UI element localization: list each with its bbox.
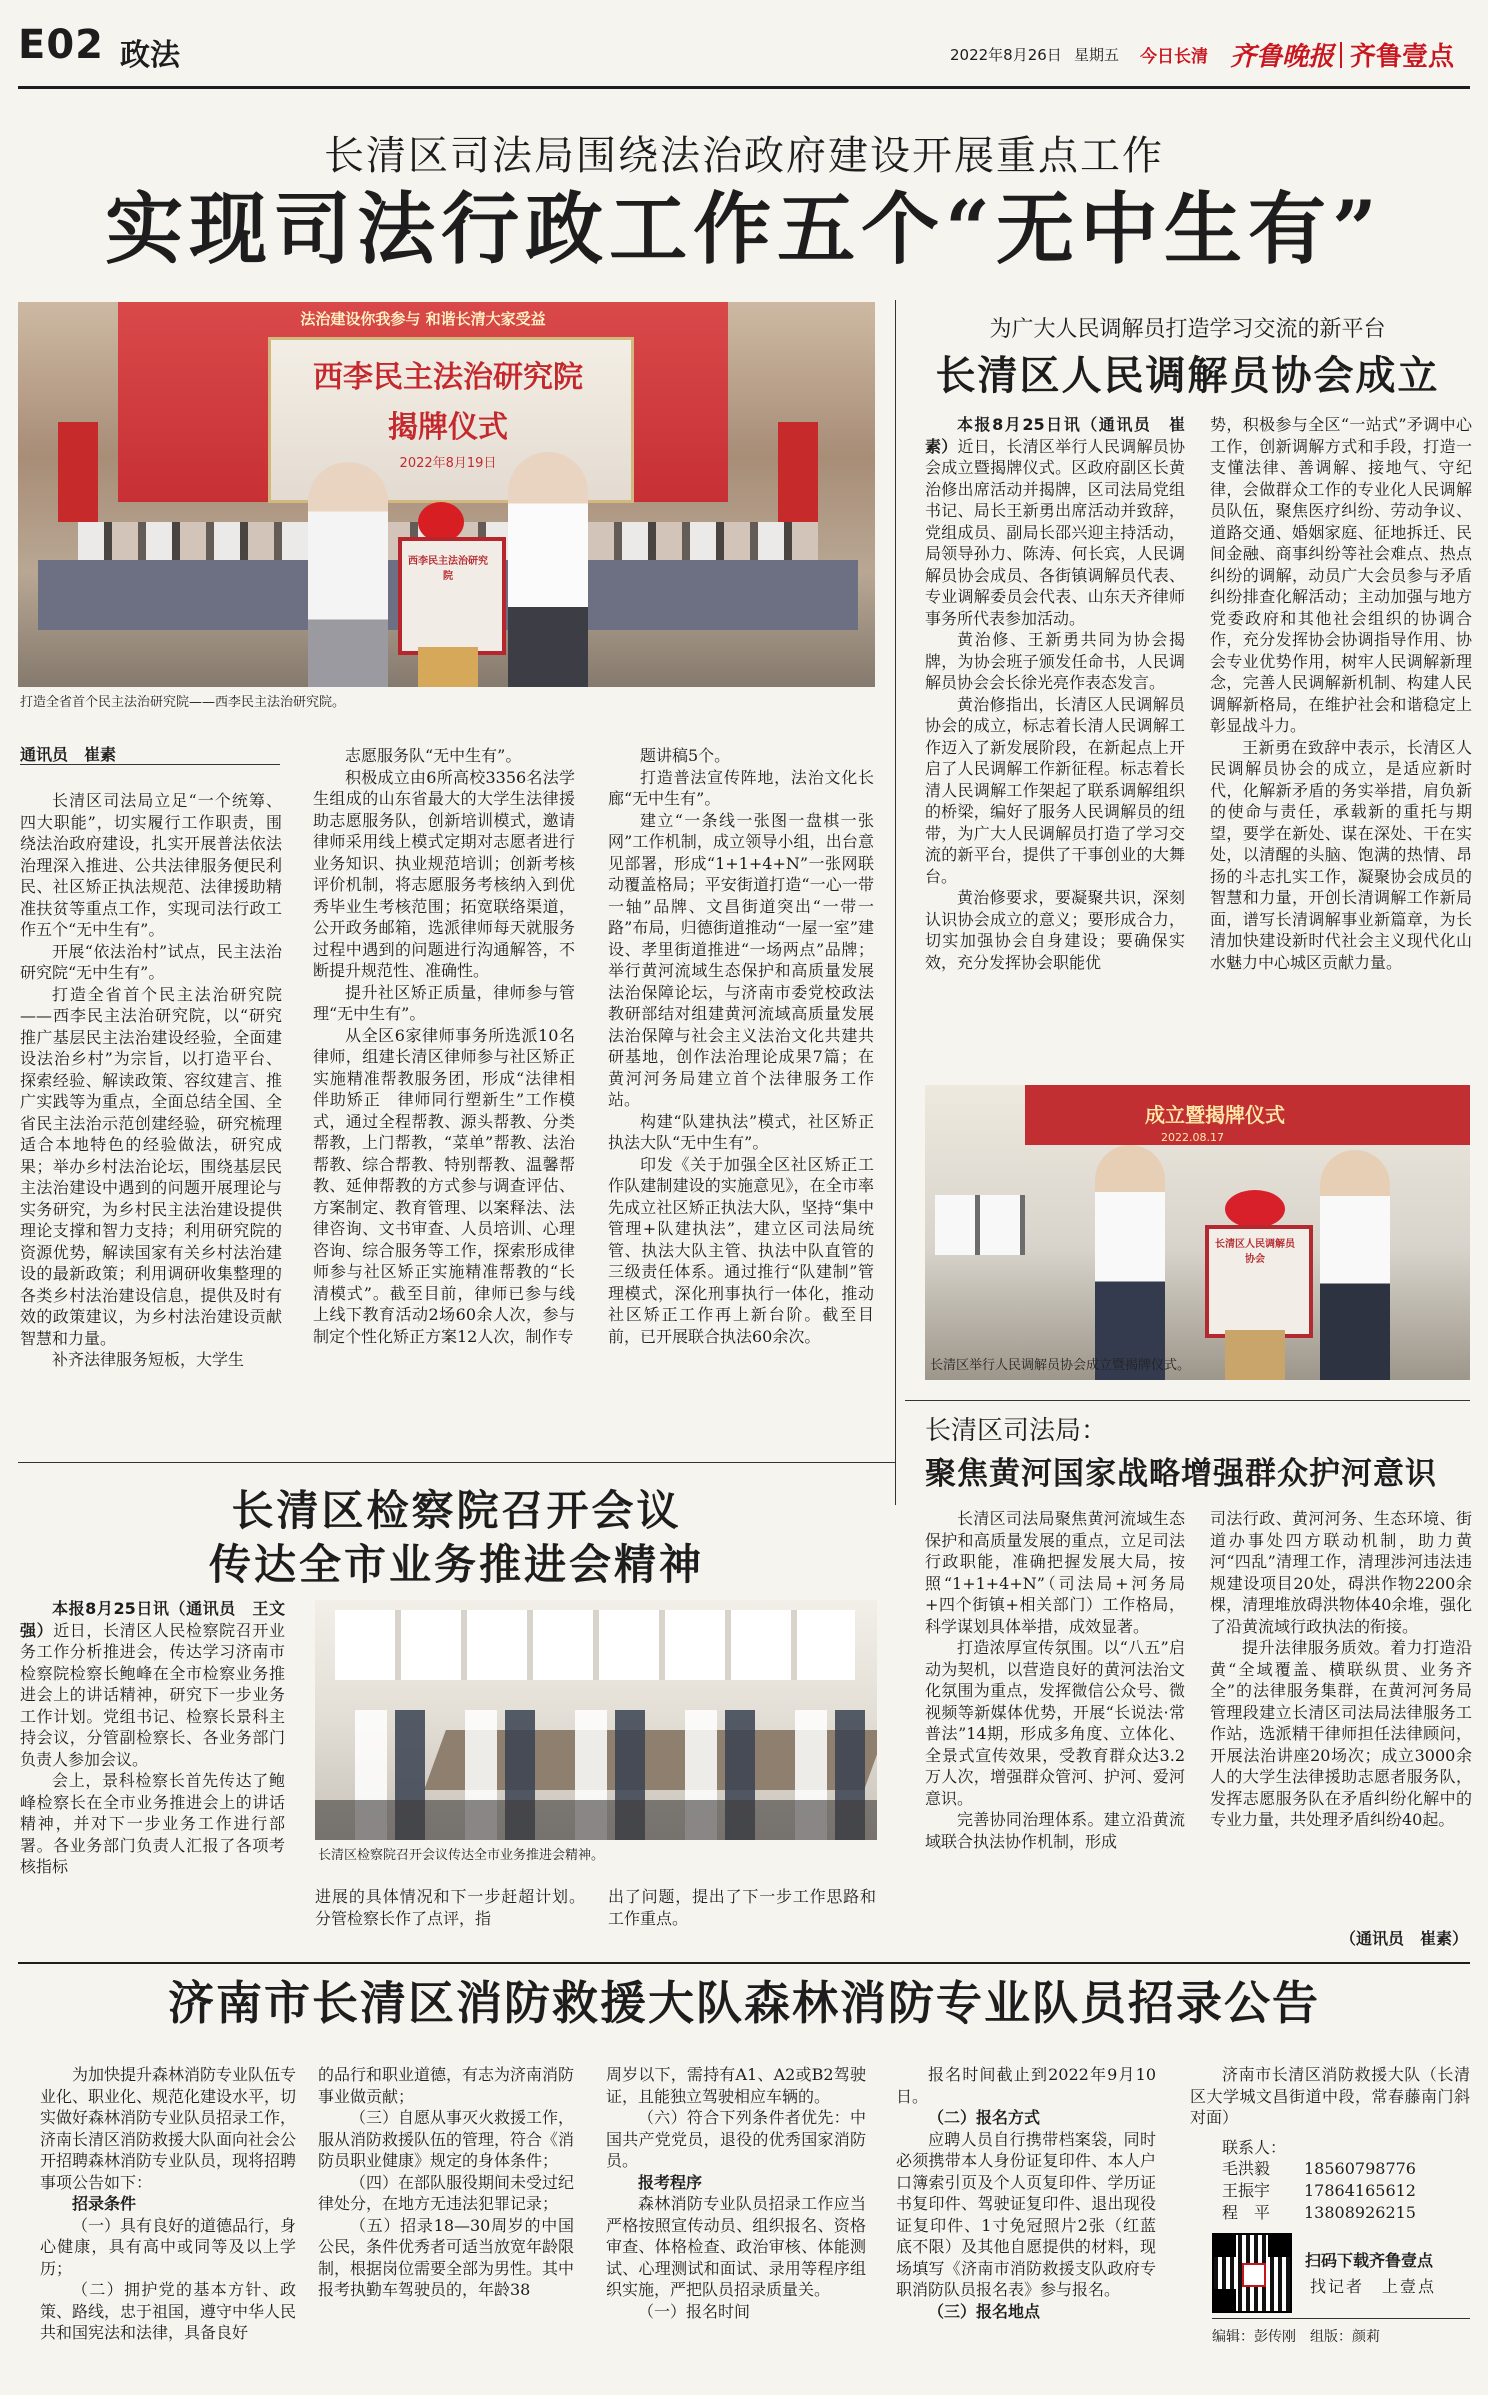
section-rule-left xyxy=(18,1462,895,1463)
banner-date: 2022年8月19日 xyxy=(399,456,497,471)
paragraph: 周岁以下，需持有A1、A2或B2驾驶证，且能独立驾驶相应车辆的。 xyxy=(606,2065,866,2106)
mediator-column-1 xyxy=(925,414,1185,1070)
page-number: E02 xyxy=(18,22,104,68)
lead-column-3 xyxy=(608,745,874,1440)
lead-column-2 xyxy=(313,745,575,1440)
paragraph: 开展“依法治村”试点，民主法治研究院“无中生有”。 xyxy=(20,941,282,982)
procuratorate-col3-text: 出了问题，提出了下一步工作思路和工作重点。 xyxy=(608,1887,876,1928)
issue-weekday: 星期五 xyxy=(1074,46,1120,64)
paragraph: 黄治修指出，长清区人民调解员协会的成立，标志着长清人民调解工作迈入了新发展阶段，在新起点上开启了人民调解工作新征程。标志着长清人民调解工作架起了联系调解组织的桥梁，编好了服务人民调解员的纽带，为广大人民调解员打造了学习交流的新平台，提供了干事创业的大舞台。 xyxy=(925,694,1185,886)
paragraph: 打造全省首个民主法治研究院——西李民主法治研究院，以“研究推广基层民主法治建设经验，全面建设法治乡村”为宗旨，以打造平台、探索经验、解读政策、容纹建言、推广实践等为重点，全面总结全国、全省民主法治示范创建经验，研究梳理适合本地特色的经验做法，研究成果；举办乡村法治论坛，围绕基层民主法治建设中遇到的问题开展理论与实务研究，为乡村民主法治建设提供理论支撑和智力支持；利用研究院的资源优势，解读国家有关乡村法治建设的最新政策；利用调研收集整理的各类乡村法治建设信息，提供及时有效的政策建议，为乡村法治建设贡献智慧和力量。 xyxy=(20,984,282,1348)
paragraph: （一）具有良好的道德品行，身心健康，具有高中或同等及以上学历； xyxy=(40,2215,296,2278)
river-signoff: （通讯员 崔素） xyxy=(1340,1929,1469,1948)
paragraph xyxy=(20,1598,285,1770)
mediator-column-2 xyxy=(1210,414,1472,1070)
qr-subtitle: 找记者 上壹点 xyxy=(1310,2277,1437,2296)
procuratorate-col2-text: 进展的具体情况和下一步赶超计划。分管检察长作了点评，指 xyxy=(315,1887,585,1928)
notice-column-3 xyxy=(606,2064,866,2392)
procuratorate-headline-1: 长清区检察院召开会议 xyxy=(231,1486,682,1535)
paragraph: 印发《关于加强全区社区矫正工作队建制建设的实施意见》，在全市率先成立社区矫正执法大队，坚持“集中管理+队建执法”，建立区司法局统管、执法大队主管、执法中队直管的三级责任体系。通过推行“队建制”管理模式，深化刑事执行一体化，推动社区矫正工作再上新台阶。截至目前，已开展联合执法60余次。 xyxy=(608,1154,874,1346)
notice-rule xyxy=(18,1962,1470,1964)
section-rule-right xyxy=(905,1400,1470,1401)
paragraph: （三）自愿从事灭火救援工作，服从消防救援队伍的管理，符合《消防员职业健康》规定的身体条件； xyxy=(318,2108,574,2170)
mediator-plaque-text: 长清区人民调解员协会 xyxy=(1215,1239,1295,1265)
paragraph: 打造普法宣传阵地，法治文化长廊“无中生有”。 xyxy=(608,767,874,808)
paragraph: 长清区司法局聚焦黄河流域生态保护和高质量发展的重点，立足司法行政职能，准确把握发展大局，按照“1+1+4+N”（司法局+河务局+四个街镇+相关部门）工作格局，科学谋划具体举措，成效显著。 xyxy=(925,1509,1185,1636)
paragraph: 积极成立由6所高校3356名法学生组成的山东省最大的大学生法律援助志愿服务队，创新培训模式，邀请律师采用线上模式定期对志愿者进行业务知识、执业规范培训；创新考核评价机制，将志愿服务考核纳入到优秀毕业生考核范围；拓宽联络渠道，公开政务邮箱，选派律师每天就服务过程中遇到的问题进行沟通解答，不断提升规范性、准确性。 xyxy=(313,767,575,980)
contact-row xyxy=(1222,2158,1472,2180)
lead-byline: 通讯员 崔素 xyxy=(20,745,117,764)
paragraph: （五）招录18—30周岁的中国公民，条件优秀者可适当放宽年龄限制，根据岗位需要全部为男性。其中报考执勤车驾驶员的，年龄38 xyxy=(318,2215,574,2299)
contact-row xyxy=(1222,2180,1472,2202)
meeting-windows xyxy=(335,1610,855,1680)
notice-address xyxy=(1190,2064,1470,2134)
procuratorate-headline-2: 传达全市业务推进会精神 xyxy=(208,1540,704,1589)
paragraph: （四）在部队服役期间未受过纪律处分，在地方无违法犯罪记录； xyxy=(318,2172,574,2213)
paragraph: 题讲稿5个。 xyxy=(640,746,731,765)
editor-credit: 编辑：彭传刚 组版：颜莉 xyxy=(1212,2329,1380,2345)
plaque-stand xyxy=(418,647,478,687)
qr-title: 扫码下载齐鲁壹点 xyxy=(1305,2251,1434,2270)
plaque-text: 西李民主法治研究院 xyxy=(408,556,488,582)
issue-date: 2022年8月26日 xyxy=(950,46,1062,64)
app-logo: 齐鲁壹点 xyxy=(1350,42,1455,72)
paragraph: 从全区6家律师事务所选派10名律师，组建长清区律师参与社区矫正实施精准帮教服务团，形成“法律相伴助矫正 律师同行塑新生”工作模式，通过全程帮教、源头帮教、分类帮教，上门帮教，“菜单”帮教、法治帮教、综合帮教、特别帮教、温馨帮教、延伸帮教的方式参与调查评估、方案制定、教育管理、以案释法、法律咨询、文书审查、人员培训、心理咨询、综合服务等工作，探索形成律师参与社区矫正实施精准帮教的“长清模式”。截至目前，律师已参与线上线下教育活动2场60余人次，参与制定个性化矫正方案12人次，制作专 xyxy=(313,1025,575,1346)
river-kicker: 长清区司法局： xyxy=(925,1416,1108,1446)
paragraph: 构建“队建执法”模式，社区矫正执法大队“无中生有”。 xyxy=(608,1111,874,1152)
paragraph: 提升社区矫正质量，律师参与管理“无中生有”。 xyxy=(313,982,575,1023)
footer-rule xyxy=(1212,2318,1470,2319)
mediator-banner: 成立暨揭牌仪式 xyxy=(1145,1103,1285,1127)
paragraph: 会上，景科检察长首先传达了鲍峰检察长在全市业务推进会上的讲话精神，并对下一步业务工作进行部署。各业务部门负责人汇报了各项考核指标 xyxy=(20,1771,285,1876)
notice-column-4 xyxy=(896,2064,1156,2392)
river-column-2 xyxy=(1210,1508,1472,1928)
paragraph: 建立“一条线一张图一盘棋一张网”工作机制，成立领导小组，出台意见部署，形成“1+1+4+N”一张网联动覆盖格局；平安街道打造“一心一带一轴”品牌、文昌街道突出“一带一路”布局，归德街道推动“一屋一室”建设、孝里街道推进“一场两点”品牌；举行黄河流域生态保护和高质量发展法治保障论坛，与济南市委党校政法教研部结对组建黄河流域高质量发展法治保障与社会主义法治文化共建共研基地，创作法治理论成果7篇；在黄河河务局建立首个法律服务工作站。 xyxy=(608,810,874,1109)
mediator-headline: 长清区人民调解员协会成立 xyxy=(935,352,1440,399)
paragraph: 的品行和职业道德，有志为济南消防事业做贡献； xyxy=(318,2065,574,2106)
lead-photo-caption: 打造全省首个民主法治研究院——西李民主法治研究院。 xyxy=(20,695,346,710)
person-left xyxy=(308,462,388,687)
paragraph: 森林消防专业队员招录工作应当严格按照宣传动员、组织报名、资格审查、体格检查、政治审核、体能测试、心理测试和面试、录用等程序组织实施，严把队员招录质量关。 xyxy=(606,2194,866,2299)
flag-left xyxy=(58,422,98,522)
contact-name: 毛洪毅 xyxy=(1222,2159,1271,2178)
qr-code[interactable] xyxy=(1212,2233,1292,2313)
section-heading: 招录条件 xyxy=(72,2194,137,2213)
paragraph-text: 近日，长清区人民检察院召开业务工作分析推进会，传达学习济南市检察院检察长鲍峰在全市检察业务推进会上的讲话精神，研究下一步业务工作计划。党组书记、检察长景科主持会议，分管副检察长、各业务部门负责人参加会议。 xyxy=(20,1620,285,1769)
paragraph: 提升法律服务质效。着力打造沿黄“全域覆盖、横联纵贯、业务齐全”的法律服务集群，在黄河河务局管理段建立长清区司法局法律服务工作站，选派精干律师担任法律顾问，开展法治讲座20场次；成立3000余人的大学生法律援助志愿者服务队，发挥志愿服务队在矛盾纠纷化解中的专业力量，共处理矛盾纠纷40起。 xyxy=(1210,1638,1472,1829)
procuratorate-column-3 xyxy=(608,1886,876,1946)
divider-bar xyxy=(1340,42,1342,68)
paragraph: 打造浓厚宣传氛围。以“八五”启动为契机，以营造良好的黄河法治文化氛围为重点，发挥微信公众号、微视频等新媒体优势，开展“长说法·常普法”14期，形成多角度、立体化、全景式宣传效果，受教育群众达3.2万人次，增强群众管河、护河、爱河意识。 xyxy=(925,1638,1185,1808)
edition-name: 今日长清 xyxy=(1140,47,1208,67)
river-column-1 xyxy=(925,1508,1185,1948)
paragraph: 报名时间截止到2022年9月10日。 xyxy=(896,2065,1156,2106)
mediator-photo-caption: 长清区举行人民调解员协会成立暨揭牌仪式。 xyxy=(930,1358,1191,1373)
contact-row xyxy=(1222,2202,1472,2224)
paragraph: 长清区司法局立足“一个统筹、四大职能”，切实履行工作职责，围绕法治政府建设，扎实开展普法依法治理深入推进、公共法律服务便民利民、社区矫正执法规范、法律援助精准扶贫等重点工作，实现司法行政工作五个“无中生有”。 xyxy=(20,791,282,939)
paragraph: 黄治修、王新勇共同为协会揭牌，为协会班子颁发任命书，人民调解员协会会长徐光亮作表态发言。 xyxy=(925,630,1185,692)
mediator-photo xyxy=(925,1085,1470,1380)
paragraph: （一）报名时间 xyxy=(638,2301,751,2321)
mediator-person-right xyxy=(1320,1150,1390,1380)
paragraph: （二）拥护党的基本方针、政策、路线，忠于祖国，遵守中华人民共和国宪法和法律，具备良好 xyxy=(40,2280,296,2342)
contact-name: 王振宇 xyxy=(1222,2181,1271,2200)
paragraph: 志愿服务队“无中生有”。 xyxy=(345,746,522,765)
procuratorate-photo xyxy=(315,1600,877,1840)
flag-right xyxy=(778,422,818,522)
mediator-plaque-cloth xyxy=(1225,1190,1285,1228)
paragraph: 补齐法律服务短板，大学生 xyxy=(52,1350,245,1369)
notice-address-text: 济南市长清区消防救援大队（长清区大学城文昌街道中段，常春藤南门斜对面） xyxy=(1190,2065,1470,2127)
paragraph: 应聘人员自行携带档案袋，同时必须携带本人身份证复印件、本人户口簿索引页及个人页复印件、学历证书复印件、驾驶证复印件、退出现役证复印件、1寸免冠照片2张（红蓝底不限）及其他自愿提供的材料，现场填写《济南市消防救援支队政府专职消防队员报名表》参与报名。 xyxy=(896,2129,1156,2299)
paragraph: 王新勇在致辞中表示，长清区人民调解员协会的成立，是适应新时代，化解新矛盾的务实举措，肩负新的使命与责任，承载新的重托与期望，要学在新处、谋在深处、干在实处，以清醒的头脑、饱满的热情、昂扬的斗志扎实工作，凝聚协会成员的智慧和力量，开创长清调解工作新局面，谱写长清调解事业新篇章，为长清加快建设新时代社会主义现代化山水魅力中心城区贡献力量。 xyxy=(1210,737,1472,972)
contact-label: 联系人： xyxy=(1222,2138,1287,2157)
lead-kicker: 长清区司法局围绕法治政府建设开展重点工作 xyxy=(324,133,1164,179)
meeting-floor xyxy=(315,1800,877,1840)
river-headline: 聚焦黄河国家战略增强群众护河意识 xyxy=(925,1456,1437,1492)
notice-headline: 济南市长清区消防救援大队森林消防专业队员招录公告 xyxy=(168,1976,1320,2030)
section-heading: 报考程序 xyxy=(638,2172,703,2192)
paragraph: 完善协同治理体系。建立沿黄流域联合执法协作机制，形成 xyxy=(925,1810,1185,1851)
banner-subtitle: 揭牌仪式 xyxy=(388,410,508,445)
mediator-banner-date: 2022.08.17 xyxy=(1161,1131,1224,1144)
notice-column-2 xyxy=(318,2064,574,2392)
paragraph: 为加快提升森林消防专业队伍专业化、职业化、规范化建设水平，切实做好森林消防专业队员招录工作，济南长清区消防救援大队面向社会公开招聘森林消防专业队员，现将招聘事项公告如下： xyxy=(40,2065,296,2192)
masthead-rule xyxy=(18,86,1470,89)
section-heading: （二）报名方式 xyxy=(928,2108,1041,2127)
contact-name: 程 平 xyxy=(1222,2203,1271,2222)
section-name: 政法 xyxy=(120,38,180,73)
paragraph: 司法行政、黄河河务、生态环境、街道办事处四方联动机制，助力黄河“四乱”清理工作，清理涉河违法违规建设项目20处，碍洪作物2200余棵，清理堆放碍洪物体40余堆，强化了沿黄流域行政执法的衔接。 xyxy=(1210,1509,1472,1636)
contact-list xyxy=(1222,2158,1472,2224)
paragraph xyxy=(925,414,1185,629)
lead-column-1 xyxy=(20,790,282,1440)
dateline: 本报8月25日讯（通讯员 王文强） xyxy=(20,1599,285,1640)
paragraph: （六）符合下列条件者优先：中国共产党党员，退役的优秀国家消防员。 xyxy=(606,2108,866,2170)
person-right xyxy=(508,452,588,687)
procuratorate-column-1 xyxy=(20,1598,285,1950)
mediator-seated-row xyxy=(935,1195,1025,1255)
section-heading: （三）报名地点 xyxy=(928,2301,1041,2321)
mediator-kicker: 为广大人民调解员打造学习交流的新平台 xyxy=(989,317,1386,342)
procuratorate-photo-caption: 长清区检察院召开会议传达全市业务推进会精神。 xyxy=(318,1848,605,1863)
byline-rule xyxy=(20,764,280,765)
column-divider xyxy=(895,300,896,1505)
banner-title: 西李民主法治研究院 xyxy=(313,360,583,395)
contact-phone[interactable]: 18560798776 xyxy=(1304,2159,1416,2178)
plaque-red-cloth xyxy=(418,502,464,542)
contact-phone[interactable]: 17864165612 xyxy=(1304,2181,1416,2200)
contact-phone[interactable]: 13808926215 xyxy=(1304,2203,1416,2222)
mediator-person-left xyxy=(1095,1145,1165,1380)
qr-center-logo xyxy=(1242,2263,1266,2287)
paper-logo: 齐鲁晚报 xyxy=(1230,42,1335,72)
paragraph: 势，积极参与全区“一站式”矛调中心工作，创新调解方式和手段，打造一支懂法律、善调解、接地气、守纪律，会做群众工作的专业化人民调解员队伍，聚焦医疗纠纷、劳动争议、道路交通、婚姻家庭、征地拆迁、民间金融、商事纠纷等社会难点、热点纠纷的调解，动员广大会员参与矛盾纠纷排查化解活动；主动加强与地方党委政府和其他社会组织的协调合作，充分发挥协会协调指导作用、协会专业优势作用，树牢人民调解新理念，完善人民调解新机制、构建人民调解新格局，在维护社会和谐稳定上彰显战斗力。 xyxy=(1210,415,1472,735)
notice-column-1 xyxy=(40,2064,296,2392)
paragraph: 黄治修要求，要凝聚共识，深刻认识协会成立的意义；要形成合力，切实加强协会自身建设；要确保实效，充分发挥协会职能优 xyxy=(925,888,1185,972)
lead-photo xyxy=(18,302,875,687)
paragraph-text: 近日，长清区举行人民调解员协会成立暨揭牌仪式。区政府副区长黄治修出席活动并揭牌，区司法局党组书记、局长王新勇出席活动并致辞，党组成员、副局长邵兴迎主持活动，局领导孙力、陈涛、何长宾，人民调解员协会成员、各街镇调解员代表、专业调解委员会代表、山东天齐律师事务所代表参加活动。 xyxy=(925,436,1185,628)
lead-headline: 实现司法行政工作五个“无中生有” xyxy=(105,184,1383,275)
banner-slogan: 法治建设你我参与 和谐长清大家受益 xyxy=(300,310,546,328)
procuratorate-column-2 xyxy=(315,1886,585,1946)
dateline: 本报8月25日讯（通讯员 崔素） xyxy=(925,415,1185,456)
